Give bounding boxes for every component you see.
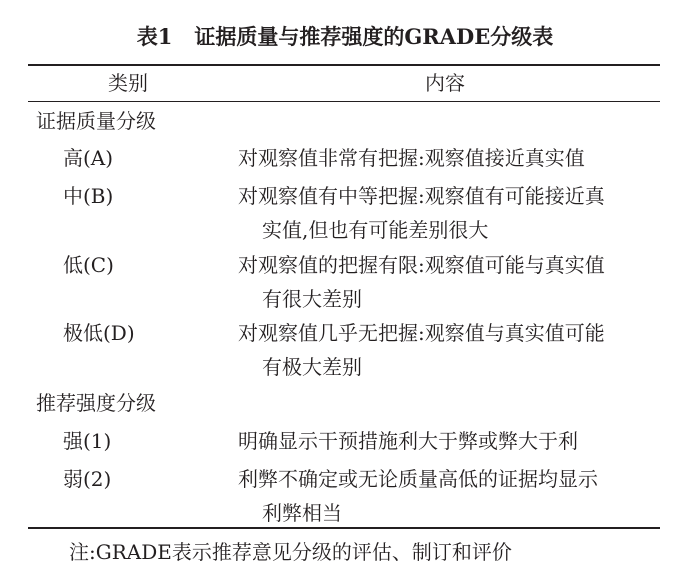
column-header-content: 内容	[425, 71, 465, 95]
table-note: 注:GRADE表示推荐意见分级的评估、制订和评价	[69, 540, 512, 564]
column-header-category: 类别	[108, 71, 148, 95]
content-line: 有很大差别	[262, 287, 362, 311]
header-rule	[28, 101, 660, 102]
content-cell	[238, 179, 668, 247]
table-caption	[0, 22, 690, 52]
content-cell	[238, 424, 668, 458]
content-cell	[238, 316, 668, 384]
category-cell: 中(B)	[63, 184, 114, 208]
content-line: 利弊不确定或无论质量高低的证据均显示	[238, 467, 598, 491]
group-label: 推荐强度分级	[36, 391, 156, 415]
bottom-rule	[28, 527, 660, 529]
content-line: 利弊相当	[262, 501, 342, 525]
content-line: 对观察值有中等把握:观察值有可能接近真	[238, 184, 605, 208]
content-cell	[238, 462, 668, 530]
group-label: 证据质量分级	[36, 109, 156, 133]
table-title: 证据质量与推荐强度的GRADE分级表	[194, 24, 554, 49]
category-cell: 高(A)	[63, 146, 114, 170]
category-cell: 低(C)	[63, 253, 114, 277]
content-line: 对观察值非常有把握:观察值接近真实值	[238, 146, 585, 170]
category-cell: 弱(2)	[63, 467, 112, 491]
table-number: 表1	[136, 24, 173, 49]
content-line: 有极大差别	[262, 355, 362, 379]
content-line: 对观察值的把握有限:观察值可能与真实值	[238, 253, 605, 277]
category-cell: 极低(D)	[63, 321, 135, 345]
content-cell	[238, 141, 668, 175]
content-line: 对观察值几乎无把握:观察值与真实值可能	[238, 321, 605, 345]
content-line: 明确显示干预措施利大于弊或弊大于利	[238, 429, 578, 453]
content-cell	[238, 248, 668, 316]
content-line: 实值,但也有可能差别很大	[262, 218, 489, 242]
category-cell: 强(1)	[63, 429, 112, 453]
